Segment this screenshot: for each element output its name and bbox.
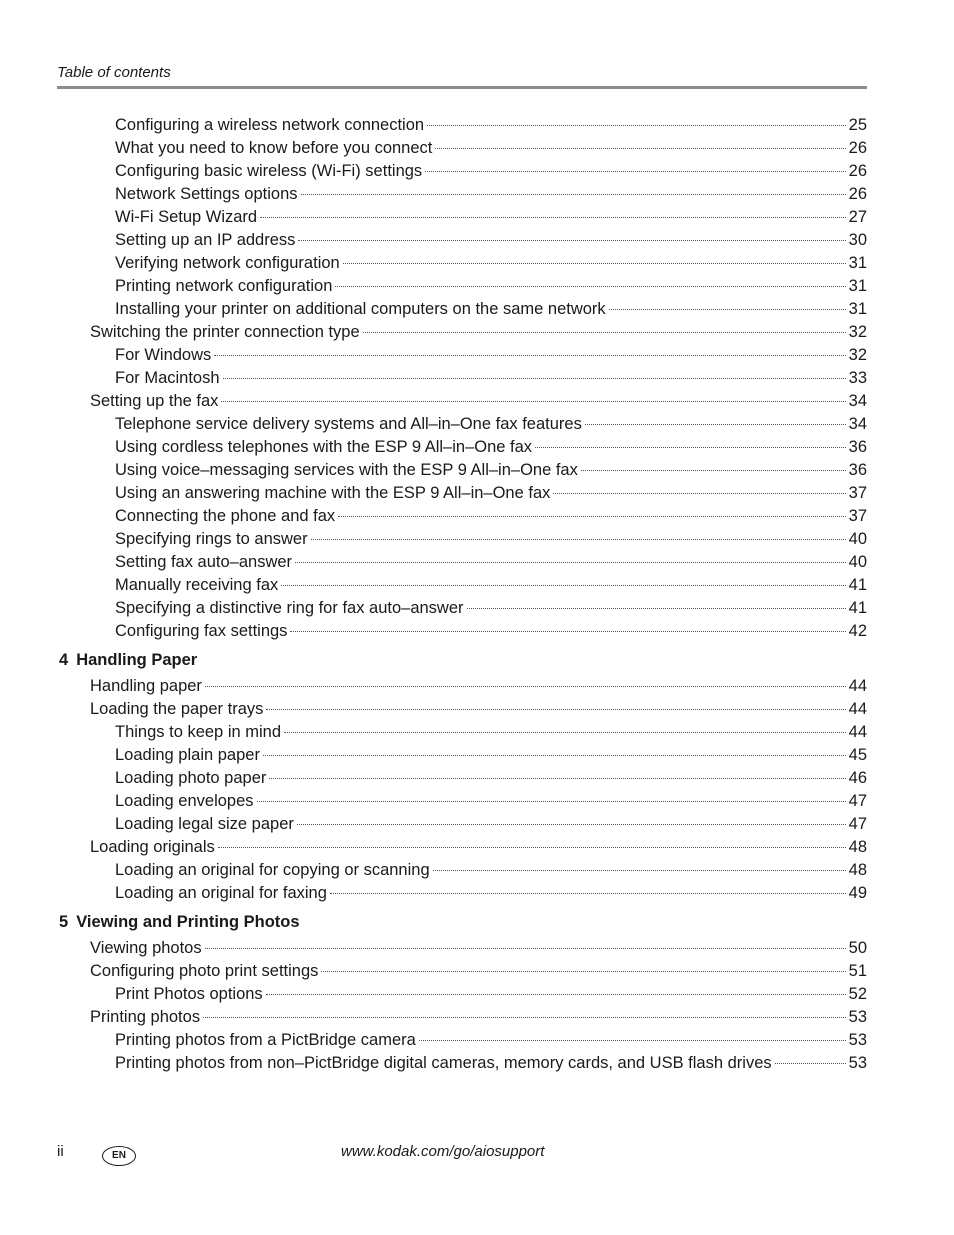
dot-leader (257, 801, 846, 802)
toc-entry-page: 48 (848, 838, 867, 856)
toc-entry[interactable] (57, 859, 867, 882)
toc-entry[interactable] (57, 528, 867, 551)
toc-entry[interactable] (57, 206, 867, 229)
dot-leader (281, 585, 845, 586)
toc-entry-page: 31 (848, 277, 867, 295)
toc-entry-page: 42 (848, 622, 867, 640)
dot-leader (266, 709, 845, 710)
toc-entry[interactable] (57, 620, 867, 643)
toc-entry-page: 32 (848, 323, 867, 341)
toc-entry-title: For Windows (115, 346, 212, 364)
toc-entry-page: 51 (848, 962, 867, 980)
dot-leader (301, 194, 846, 195)
toc-entry[interactable] (57, 344, 867, 367)
toc-entry-title: Configuring basic wireless (Wi-Fi) settings (115, 162, 423, 180)
toc-entry-title: Using voice–messaging services with the ESP 9 All–in–One fax (115, 461, 578, 479)
toc-entry-title: Loading originals (90, 838, 215, 856)
toc-entry-page: 45 (848, 746, 867, 764)
toc-entry-page: 40 (848, 530, 867, 548)
toc-entry-page: 47 (848, 792, 867, 810)
dot-leader (609, 309, 846, 310)
toc-entry[interactable] (57, 790, 867, 813)
toc-entry[interactable] (57, 390, 867, 413)
dot-leader (221, 401, 845, 402)
toc-entry[interactable] (57, 882, 867, 905)
toc-entry-title: Loading legal size paper (115, 815, 294, 833)
toc-entry[interactable] (57, 675, 867, 698)
dot-leader (263, 755, 846, 756)
toc-entry-page: 50 (848, 939, 867, 957)
toc-entry[interactable] (57, 482, 867, 505)
toc-entry-title: Connecting the phone and fax (115, 507, 336, 525)
toc-entry[interactable] (57, 744, 867, 767)
toc-entry[interactable] (57, 1052, 867, 1075)
dot-leader (330, 893, 846, 894)
toc-entry-title: Loading the paper trays (90, 700, 264, 718)
toc-entry[interactable] (57, 1029, 867, 1052)
toc-entry-title: Configuring fax settings (115, 622, 288, 640)
toc-entry-title: What you need to know before you connect (115, 139, 433, 157)
dot-leader (290, 631, 845, 632)
toc-entry-title: Configuring a wireless network connection (115, 116, 425, 134)
toc-entry-page: 40 (848, 553, 867, 571)
toc-entry-page: 34 (848, 415, 867, 433)
toc-entry[interactable] (57, 937, 867, 960)
toc-entry-title: Loading an original for faxing (115, 884, 327, 902)
dot-leader (284, 732, 846, 733)
dot-leader (433, 870, 846, 871)
footer-url[interactable]: www.kodak.com/go/aiosupport (341, 1143, 545, 1160)
toc-entry[interactable] (57, 960, 867, 983)
dot-leader (266, 994, 846, 995)
dot-leader (203, 1017, 846, 1018)
toc-entry-page: 36 (848, 461, 867, 479)
toc-entry[interactable] (57, 813, 867, 836)
toc-entry[interactable] (57, 436, 867, 459)
toc-entry-page: 44 (848, 677, 867, 695)
toc-entry[interactable] (57, 183, 867, 206)
chapter-title: Handling Paper (76, 651, 198, 669)
header-rule (57, 86, 867, 89)
toc-entry-title: Wi-Fi Setup Wizard (115, 208, 258, 226)
toc-entry[interactable] (57, 574, 867, 597)
dot-leader (321, 971, 845, 972)
toc-entry-title: Loading envelopes (115, 792, 254, 810)
toc-entry-page: 32 (848, 346, 867, 364)
toc-entry-page: 34 (848, 392, 867, 410)
toc-entry-title: Manually receiving fax (115, 576, 279, 594)
toc-entry-title: Setting fax auto–answer (115, 553, 293, 571)
toc-entry-page: 31 (848, 254, 867, 272)
toc-entry-page: 33 (848, 369, 867, 387)
toc-entry-title: Printing photos from a PictBridge camera (115, 1031, 416, 1049)
toc-entry-title: For Macintosh (115, 369, 220, 387)
dot-leader (298, 240, 845, 241)
toc-entry-title: Configuring photo print settings (90, 962, 319, 980)
toc-entry-title: Viewing photos (90, 939, 202, 957)
toc-entry-title: Setting up an IP address (115, 231, 296, 249)
chapter-number: 5 (59, 913, 69, 931)
chapter-number: 4 (59, 651, 69, 669)
toc-entry[interactable] (57, 721, 867, 744)
toc-entry-title: Printing photos from non–PictBridge digital cameras, memory cards, and USB flash drives (115, 1054, 772, 1072)
toc-entry[interactable] (57, 698, 867, 721)
toc-entry-title: Verifying network configuration (115, 254, 340, 272)
dot-leader (775, 1063, 846, 1064)
toc-entry-title: Specifying a distinctive ring for fax auto–answer (115, 599, 464, 617)
toc-entry-page: 49 (848, 884, 867, 902)
toc-entry-title: Printing photos (90, 1008, 201, 1026)
toc-entry-page: 37 (848, 507, 867, 525)
toc-entry-title: Telephone service delivery systems and All–in–One fax features (115, 415, 582, 433)
dot-leader (435, 148, 845, 149)
dot-leader (343, 263, 846, 264)
toc-entry[interactable] (57, 137, 867, 160)
toc-entry-page: 36 (848, 438, 867, 456)
language-badge: EN (102, 1146, 136, 1166)
toc-entry-page: 41 (848, 576, 867, 594)
dot-leader (205, 948, 846, 949)
dot-leader (553, 493, 845, 494)
dot-leader (363, 332, 846, 333)
toc-entry-title: Using an answering machine with the ESP 9 All–in–One fax (115, 484, 551, 502)
toc-entry[interactable] (57, 505, 867, 528)
toc-entry[interactable] (57, 275, 867, 298)
toc-entry[interactable] (57, 597, 867, 620)
toc-entry-title: Printing network configuration (115, 277, 333, 295)
toc-entry[interactable] (57, 836, 867, 859)
toc-entry-page: 44 (848, 700, 867, 718)
toc-entry-page: 26 (848, 139, 867, 157)
toc-entry-page: 47 (848, 815, 867, 833)
toc-entry-page: 53 (848, 1054, 867, 1072)
toc-entry[interactable] (57, 367, 867, 390)
dot-leader (311, 539, 846, 540)
dot-leader (260, 217, 846, 218)
dot-leader (425, 171, 845, 172)
dot-leader (338, 516, 845, 517)
footer-page-number: ii (57, 1143, 64, 1160)
toc-entry[interactable] (57, 459, 867, 482)
dot-leader (419, 1040, 846, 1041)
toc-entry-page: 53 (848, 1031, 867, 1049)
toc-entry-title: Setting up the fax (90, 392, 219, 410)
toc-entry-title: Loading an original for copying or scanning (115, 861, 430, 879)
dot-leader (585, 424, 846, 425)
toc-entry[interactable] (57, 551, 867, 574)
toc-entry[interactable] (57, 1006, 867, 1029)
running-header: Table of contents (57, 64, 171, 81)
toc-entry-title: Using cordless telephones with the ESP 9 All–in–One fax (115, 438, 533, 456)
toc-entry-title: Loading plain paper (115, 746, 260, 764)
toc-entry[interactable] (57, 229, 867, 252)
dot-leader (535, 447, 846, 448)
toc-entry-page: 26 (848, 162, 867, 180)
chapter-heading[interactable] (57, 649, 867, 672)
toc-entry-title: Print Photos options (115, 985, 263, 1003)
toc-entry[interactable] (57, 983, 867, 1006)
toc-entry[interactable] (57, 252, 867, 275)
toc-entry[interactable] (57, 114, 867, 137)
toc-entry-page: 30 (848, 231, 867, 249)
dot-leader (218, 847, 846, 848)
toc-entry-page: 27 (848, 208, 867, 226)
toc-entry[interactable] (57, 767, 867, 790)
dot-leader (335, 286, 845, 287)
toc-entry-page: 44 (848, 723, 867, 741)
dot-leader (205, 686, 846, 687)
toc-entry-page: 53 (848, 1008, 867, 1026)
chapter-heading[interactable] (57, 911, 867, 934)
dot-leader (214, 355, 845, 356)
toc-entry-title: Switching the printer connection type (90, 323, 360, 341)
toc-entry[interactable] (57, 298, 867, 321)
toc-entry-title: Specifying rings to answer (115, 530, 308, 548)
dot-leader (223, 378, 846, 379)
chapter-title: Viewing and Printing Photos (76, 913, 300, 931)
toc-entry-title: Installing your printer on additional computers on the same network (115, 300, 606, 318)
table-of-contents (57, 114, 867, 1075)
toc-entry-page: 52 (848, 985, 867, 1003)
toc-entry-title: Handling paper (90, 677, 202, 695)
toc-entry[interactable] (57, 160, 867, 183)
toc-entry-page: 46 (848, 769, 867, 787)
toc-entry-title: Loading photo paper (115, 769, 267, 787)
toc-entry[interactable] (57, 321, 867, 344)
dot-leader (427, 125, 846, 126)
toc-entry[interactable] (57, 413, 867, 436)
toc-entry-page: 41 (848, 599, 867, 617)
dot-leader (269, 778, 845, 779)
toc-entry-page: 25 (848, 116, 867, 134)
toc-entry-page: 37 (848, 484, 867, 502)
toc-entry-page: 48 (848, 861, 867, 879)
toc-entry-title: Network Settings options (115, 185, 298, 203)
toc-entry-title: Things to keep in mind (115, 723, 282, 741)
toc-entry-page: 26 (848, 185, 867, 203)
dot-leader (467, 608, 846, 609)
toc-entry-page: 31 (848, 300, 867, 318)
dot-leader (297, 824, 846, 825)
dot-leader (581, 470, 846, 471)
dot-leader (295, 562, 846, 563)
